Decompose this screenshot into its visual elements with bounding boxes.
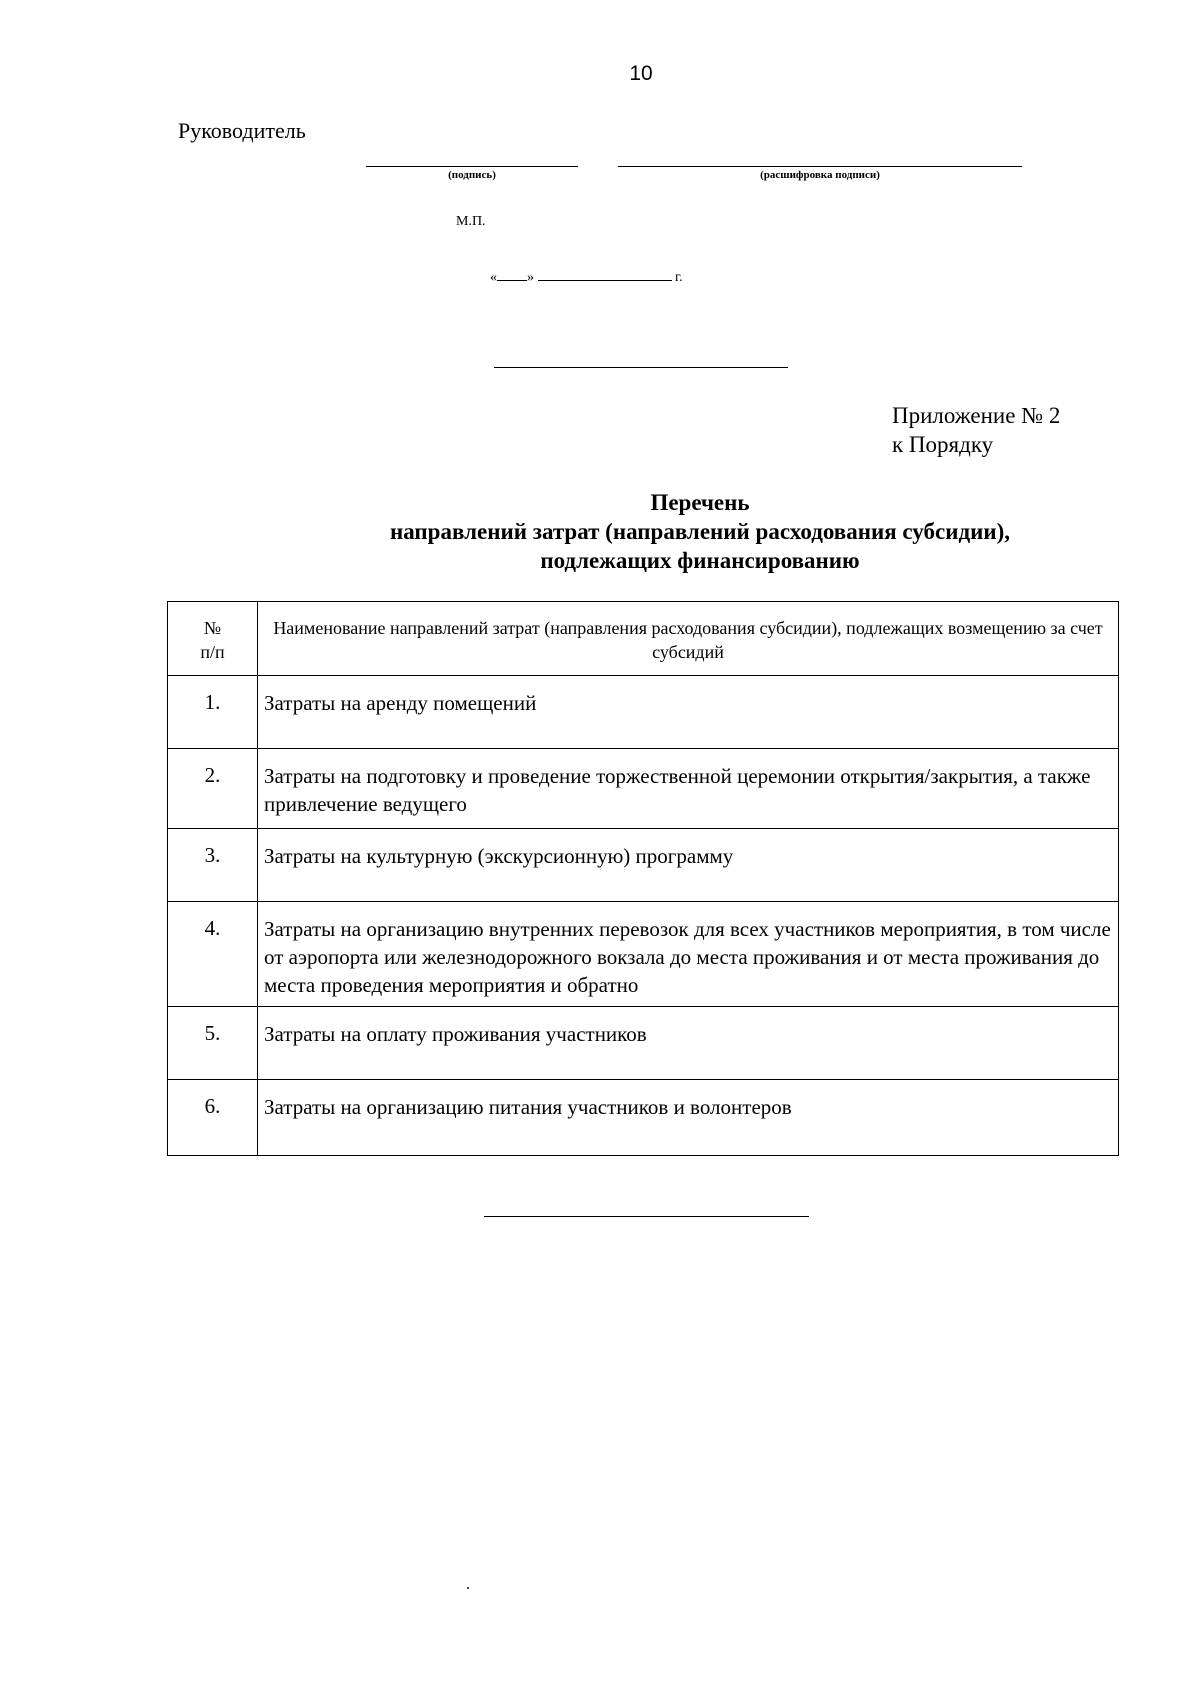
appendix-line-1: Приложение № 2 <box>892 403 1061 428</box>
table-row <box>168 676 1119 749</box>
day-blank <box>497 279 527 281</box>
date-line <box>490 270 683 286</box>
transcript-line <box>618 166 1022 167</box>
date-open-quote: « <box>490 270 497 285</box>
signature-caption: (подпись) <box>448 169 496 181</box>
seal-label: М.П. <box>456 214 486 229</box>
row-number: 4. <box>168 902 258 1007</box>
table-row <box>168 749 1119 829</box>
header-number-cell <box>168 602 258 676</box>
head-label: Руководитель <box>178 118 306 143</box>
title-line-3: подлежащих финансированию <box>540 548 860 573</box>
end-separator-line <box>484 1216 809 1217</box>
appendix-line-2: к Порядку <box>892 432 994 457</box>
month-blank <box>538 279 672 281</box>
year-suffix: г. <box>675 270 683 285</box>
row-name: Затраты на организацию внутренних перевозок для всех участников мероприятия, в том числе от аэропорта или железнодорожного вокзала до места проживания и от места проживания до места проведения мероприятия и обратно <box>258 902 1119 1007</box>
row-name: Затраты на подготовку и проведение торжественной церемонии открытия/закрытия, а также привлечение ведущего <box>258 749 1119 829</box>
signature-line <box>366 166 578 167</box>
table-row <box>168 1007 1119 1080</box>
header-number-symbol: № <box>203 618 222 638</box>
row-name: Затраты на оплату проживания участников <box>258 1007 1119 1080</box>
transcript-caption: (расшифровка подписи) <box>760 169 880 181</box>
row-name: Затраты на аренду помещений <box>258 676 1119 749</box>
appendix-label <box>892 401 1060 459</box>
page-number: 10 <box>629 62 653 85</box>
scan-speck <box>467 1587 469 1589</box>
table-header-row <box>168 602 1119 676</box>
row-number: 1. <box>168 676 258 749</box>
title-line-1: Перечень <box>650 490 750 515</box>
table-row <box>168 902 1119 1007</box>
title-line-2: направлений затрат (направлений расходования субсидии), <box>389 519 1011 544</box>
row-number: 6. <box>168 1080 258 1156</box>
row-name: Затраты на культурную (экскурсионную) программу <box>258 829 1119 902</box>
row-name: Затраты на организацию питания участников и волонтеров <box>258 1080 1119 1156</box>
date-close-quote: » <box>527 270 534 285</box>
separator-line <box>494 367 788 368</box>
row-number: 3. <box>168 829 258 902</box>
table-row <box>168 829 1119 902</box>
document-title <box>0 488 1200 575</box>
header-number-abbr: п/п <box>200 642 225 662</box>
row-number: 5. <box>168 1007 258 1080</box>
row-number: 2. <box>168 749 258 829</box>
header-name-cell: Наименование направлений затрат (направления расходования субсидии), подлежащих возмещению за счет субсидий <box>258 602 1119 676</box>
costs-table <box>167 601 1119 1156</box>
table-row <box>168 1080 1119 1156</box>
